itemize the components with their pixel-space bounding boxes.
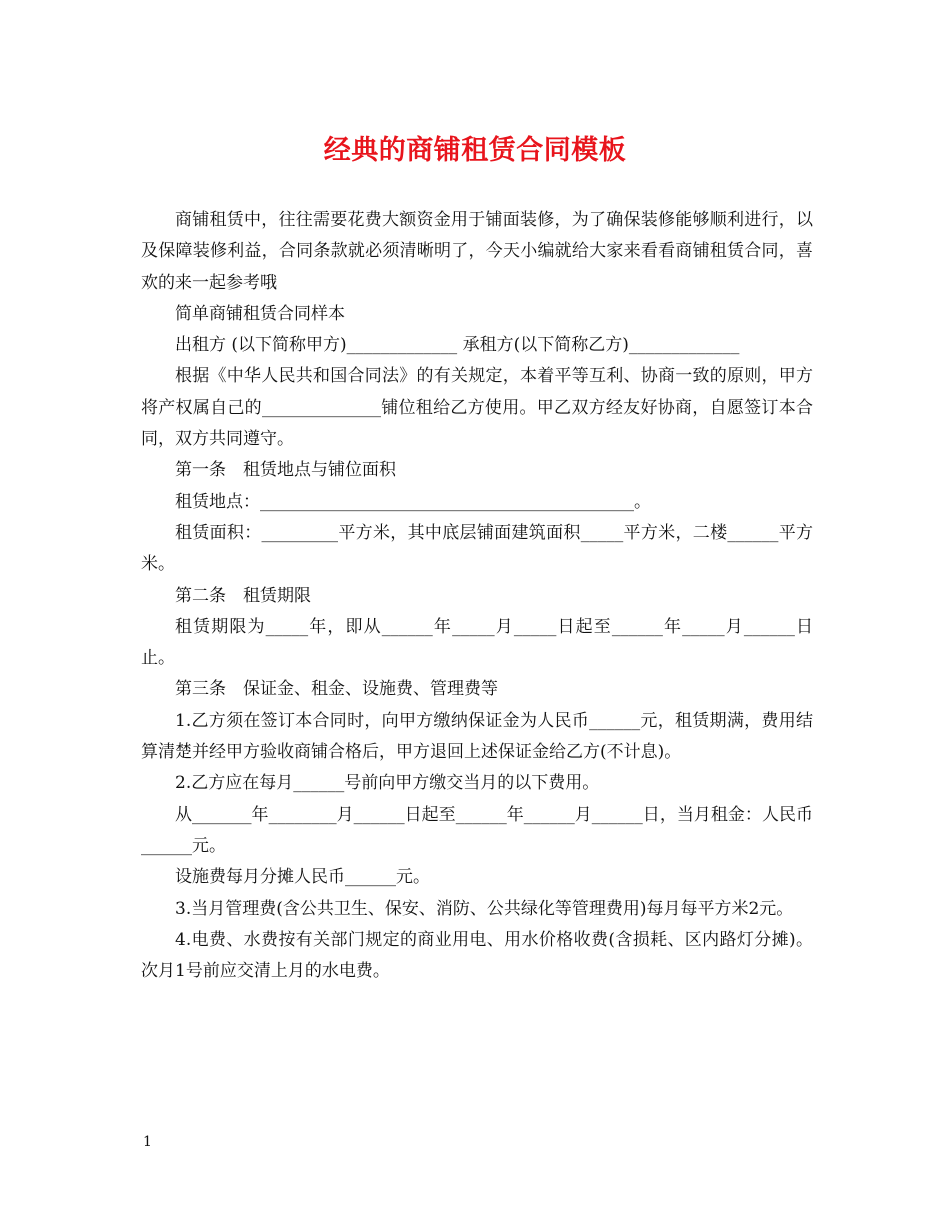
paragraph-sample-heading: 简单商铺租赁合同样本	[175, 303, 345, 324]
article-three-heading: 第三条 保证金、租金、设施费、管理费等	[175, 679, 498, 700]
article-one-heading: 第一条 租赁地点与铺位面积	[175, 460, 396, 481]
document-body	[141, 205, 813, 987]
paragraph-parties: 出租方 (以下简称甲方)_____________ 承租方(以下简称乙方)_____________	[175, 335, 740, 356]
paragraph-management-fee: 3.当月管理费(含公共卫生、保安、消防、公共绿化等管理费用)每月每平方米2元。	[175, 898, 794, 919]
paragraph-lease-term: 租赁期限为_____年，即从______年_____月_____日起至______年_____月______日止。	[141, 616, 813, 669]
paragraph-monthly-payment: 2.乙方应在每月______号前向甲方缴交当月的以下费用。	[175, 773, 600, 794]
paragraph-rent-period: 从_______年________月______日起至______年______月______日，当月租金：人民币______元。	[141, 804, 813, 856]
document-title: 经典的商铺租赁合同模板	[323, 135, 627, 166]
article-two-heading: 第二条 租赁期限	[175, 585, 311, 606]
paragraph-deposit: 1.乙方须在签订本合同时，向甲方缴纳保证金为人民币______元，租赁期满，费用结算清楚并经甲方验收商铺合格后，甲方退回上述保证金给乙方(不计息)。	[141, 710, 813, 763]
page-number: 1	[143, 1134, 152, 1150]
paragraph-utility-fee: 4.电费、水费按有关部门规定的商业用电、用水价格收费(含损耗、区内路灯分摊)。次月1号前应交清上月的水电费。	[141, 929, 813, 982]
paragraph-lease-area: 租赁面积：_________平方米，其中底层铺面建筑面积_____平方米，二楼______平方米。	[141, 522, 813, 575]
paragraph-intro: 商铺租赁中，往往需要花费大额资金用于铺面装修，为了确保装修能够顺利进行，以及保障装修利益，合同条款就必须清晰明了，今天小编就给大家来看看商铺租赁合同，喜欢的来一起参考哦	[141, 210, 813, 293]
paragraph-facility-fee: 设施费每月分摊人民币______元。	[175, 867, 430, 888]
paragraph-lease-location: 租赁地点：____________________________________________。	[175, 491, 651, 512]
paragraph-preamble: 根据《中华人民共和国合同法》的有关规定，本着平等互利、协商一致的原则，甲方将产权属自己的______________铺位租给乙方使用。甲乙双方经友好协商，自愿签订本合同，双方共同遵守。	[141, 366, 813, 450]
